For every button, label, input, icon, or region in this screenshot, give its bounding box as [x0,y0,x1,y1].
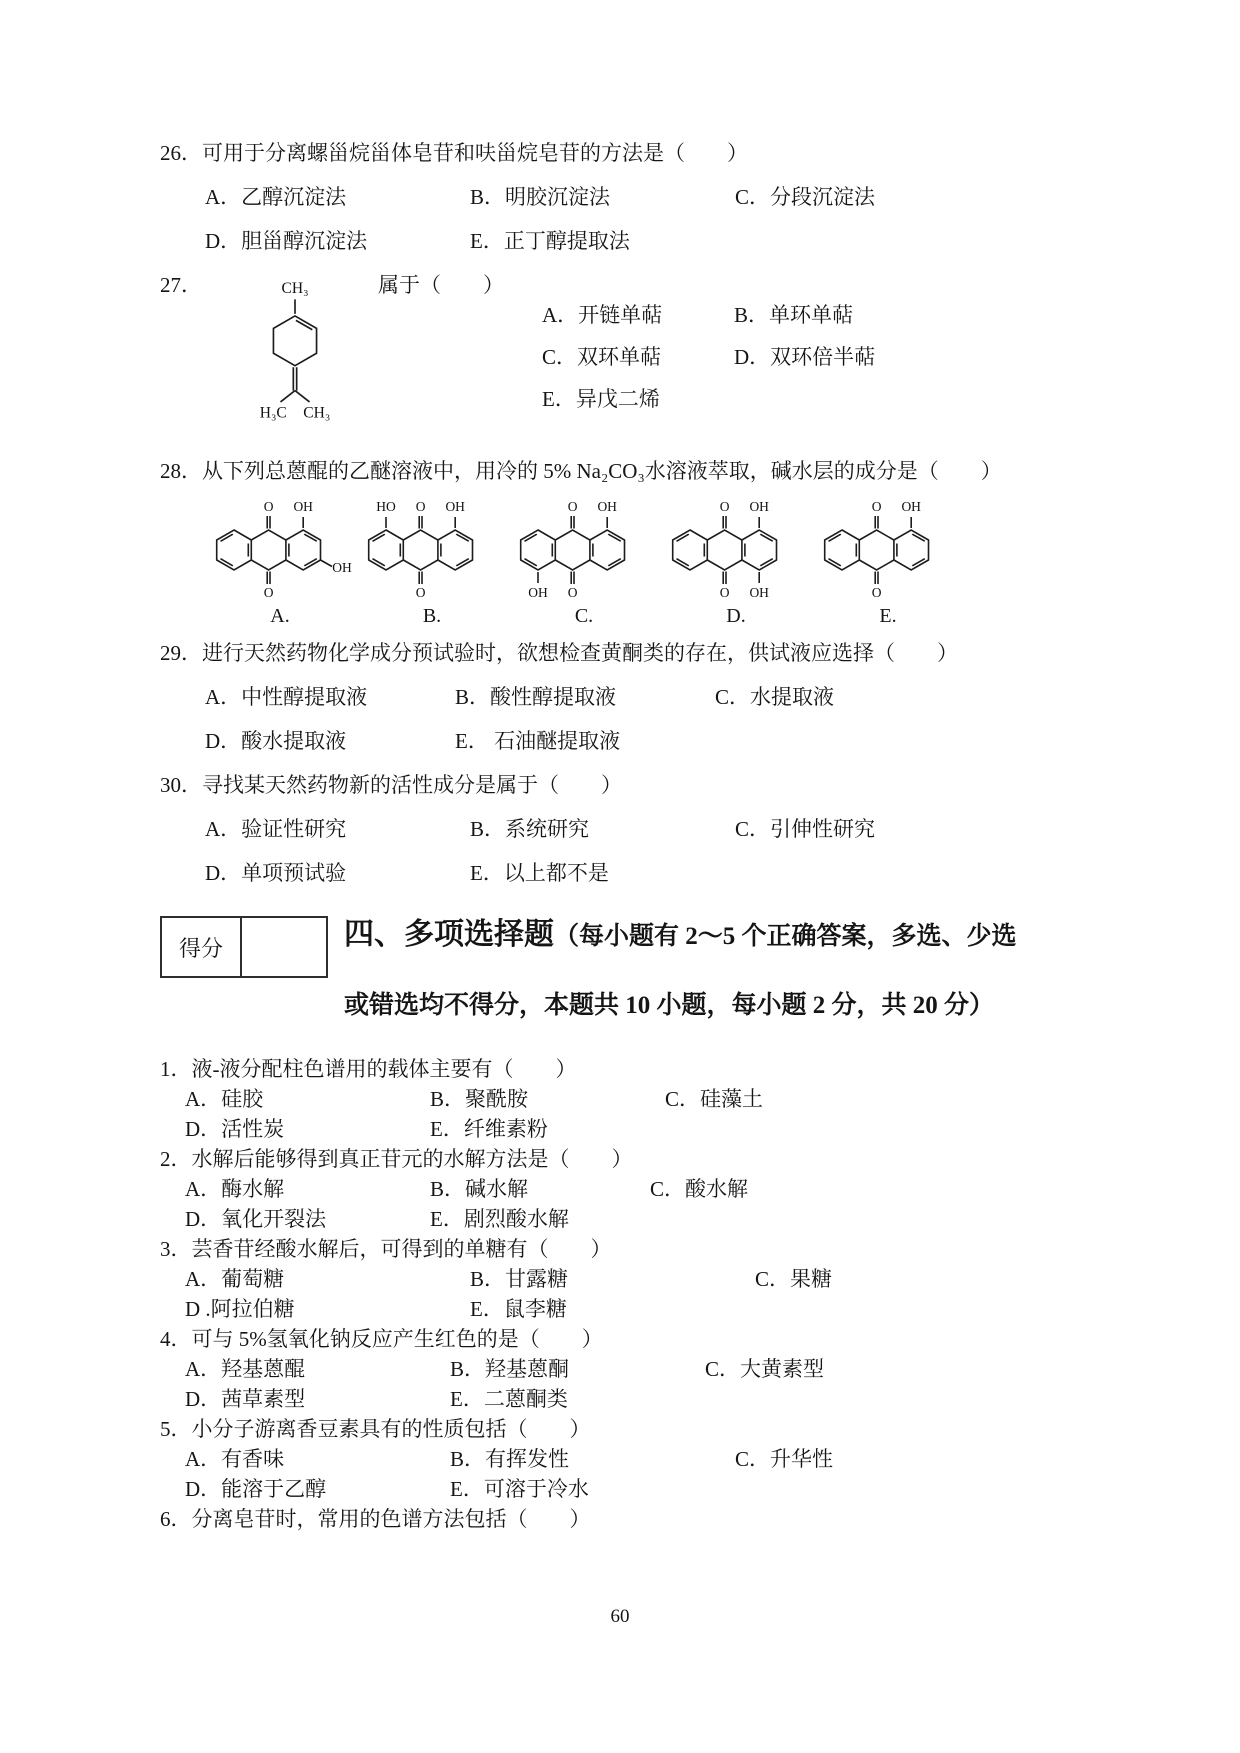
anthraquinone-structure-a [204,490,356,628]
option: D．活性炭 [185,1117,285,1141]
o-label: O [415,585,426,600]
option: E．二蒽酮类 [450,1387,568,1411]
option: C．引伸性研究 [735,817,876,841]
score-box [160,916,328,978]
options-row [160,1264,1130,1294]
options-row [160,1474,1130,1504]
question-stem: 6．分离皂苷时，常用的色谱方法包括（ ） [160,1507,591,1531]
figure-letter: C. [574,605,594,627]
question-stem: 4．可与 5%氢氧化钠反应产生红色的是（ ） [160,1327,603,1351]
oh-label: OH [528,585,548,600]
option: B．有挥发性 [450,1447,570,1471]
options-row [160,1114,1130,1144]
option: E．正丁醇提取法 [470,229,630,253]
o-label: O [719,499,730,514]
question-s4-5 [160,1414,1130,1504]
options-row [160,1444,1130,1474]
oh-label: OH [293,499,313,514]
option: A．酶水解 [185,1177,285,1201]
question-27-number: 27． [160,273,202,297]
options-row [160,1204,1130,1234]
o-label: O [263,585,274,600]
figure-letter: A. [270,605,290,627]
anthraquinone-structure-b [356,490,508,628]
option: C．升华性 [735,1447,834,1471]
option: E．可溶于冷水 [450,1477,589,1501]
question-stem: 2．水解后能够得到真正苷元的水解方法是（ ） [160,1147,633,1171]
option: C．双环单萜 [542,345,662,369]
question-stem: 5．小分子游离香豆素具有的性质包括（ ） [160,1417,591,1441]
oh-label: OH [445,499,465,514]
bond-lines [273,299,316,402]
option: D．茜草素型 [185,1387,306,1411]
option: A．乙醇沉淀法 [205,185,347,209]
option: C．果糖 [755,1267,833,1291]
option: B．羟基蒽酮 [450,1357,570,1381]
option: B．甘露糖 [470,1267,569,1291]
option: D．氧化开裂法 [185,1207,327,1231]
options-row [160,1354,1130,1384]
structure-d-drawing [660,490,810,602]
option: D．双环倍半萜 [734,345,876,369]
bond-lines [825,516,929,584]
option: A．开链单萜 [542,303,663,327]
option: E．以上都不是 [470,861,609,885]
figure-letter: D. [726,605,746,627]
question-26 [160,138,1130,256]
option: D .阿拉伯糖 [185,1297,295,1321]
o-label: O [719,585,730,600]
anthraquinone-structure-e [812,490,964,628]
o-label: O [263,499,274,514]
page-number: 60 [610,1606,630,1627]
question-s4-4 [160,1324,1130,1414]
o-label: O [415,499,426,514]
question-30 [160,770,1130,888]
section-4-questions [160,1054,1130,1534]
bond-lines [521,516,625,584]
o-label: O [567,499,578,514]
question-29-options-row1 [160,682,1130,712]
question-30-options-row1 [160,814,1130,844]
methyl-label: CH₃ [303,404,331,422]
option: B．单环单萜 [734,303,854,327]
option: A．中性醇提取液 [205,685,368,709]
question-26-options-row1 [160,182,1130,212]
question-28 [160,456,1130,628]
bond-lines [369,516,473,584]
question-28-figures [204,490,1130,628]
option: B．系统研究 [470,817,590,841]
question-29-stem: 29．进行天然药物化学成分预试验时，欲想检查黄酮类的存在，供试液应选择（ ） [160,641,958,665]
oh-label: OH [901,499,921,514]
option: A．羟基蒽醌 [185,1357,306,1381]
structure-b-drawing [356,490,506,602]
structure-a-drawing [204,490,354,602]
figure-letter: E. [879,605,897,627]
question-stem: 1．液-液分配柱色谱用的载体主要有（ ） [160,1057,577,1081]
option: C．大黄素型 [705,1357,825,1381]
oh-label: OH [749,585,769,600]
oh-label: OH [749,499,769,514]
option: A．葡萄糖 [185,1267,285,1291]
question-26-stem: 26．可用于分离螺甾烷甾体皂苷和呋甾烷皂苷的方法是（ ） [160,141,748,165]
question-28-stem: 28．从下列总蒽醌的乙醚溶液中，用冷的 5% Na₂CO₃水溶液萃取，碱水层的成分是（ ） [160,459,1002,483]
section-4-header [160,902,1130,1042]
o-label: O [567,585,578,600]
methyl-label: CH₃ [281,280,309,298]
option: C．酸水解 [650,1177,749,1201]
option: B．酸性醇提取液 [455,685,617,709]
question-27-options [542,300,944,414]
anthraquinone-structure-d [660,490,812,628]
bond-lines [217,516,332,584]
option: C．水提取液 [715,685,835,709]
question-26-options-row2 [160,226,1130,256]
option: A．验证性研究 [205,817,347,841]
option: A．硅胶 [185,1087,264,1111]
option: E．异戊二烯 [542,387,660,411]
score-label: 得分 [162,918,242,976]
section-4-title [344,902,1017,1042]
ho-label: HO [376,499,396,514]
bond-lines [673,516,777,584]
options-row [160,1084,1130,1114]
figure-letter: B. [422,605,442,627]
anthraquinone-structure-c [508,490,660,628]
option: B．聚酰胺 [430,1087,529,1111]
question-s4-6 [160,1504,1130,1534]
option: B．明胶沉淀法 [470,185,611,209]
question-stem: 3．芸香苷经酸水解后，可得到的单糖有（ ） [160,1237,612,1261]
option: C．硅藻土 [665,1087,764,1111]
option: D．酸水提取液 [205,729,347,753]
structure-c-drawing [508,490,658,602]
methyl-label: H₃C [259,404,287,422]
option: D．胆甾醇沉淀法 [205,229,368,253]
terpinolene-structure [238,262,352,430]
option: B．碱水解 [430,1177,529,1201]
option: E．剧烈酸水解 [430,1207,569,1231]
option: D．能溶于乙醇 [185,1477,327,1501]
option: A．有香味 [185,1447,285,1471]
o-label: O [871,585,882,600]
question-30-options-row2 [160,858,1130,888]
section-4-title-main: 四、多项选择题 [344,918,554,951]
question-27 [160,270,1130,430]
oh-label: OH [332,560,352,575]
question-s4-3 [160,1234,1130,1324]
score-value-cell [242,918,326,976]
option: E．纤维素粉 [430,1117,548,1141]
question-s4-1 [160,1054,1130,1144]
question-s4-2 [160,1144,1130,1234]
section-4-title-note: （每小题有 2～5 个正确答案，多选、少选 [554,923,1017,950]
option: C．分段沉淀法 [735,185,876,209]
option: E．鼠李糖 [470,1297,567,1321]
options-row [160,1294,1130,1324]
structure-e-drawing [812,490,962,602]
options-row [160,1384,1130,1414]
question-29-options-row2 [160,726,1130,756]
section-4-title-note-line2: 或错选均不得分，本题共 10 小题，每小题 2 分，共 20 分） [344,992,995,1019]
o-label: O [871,499,882,514]
oh-label: OH [597,499,617,514]
option: D．单项预试验 [205,861,347,885]
question-27-stem: 属于（ ） [378,273,504,297]
options-row [160,1174,1130,1204]
option: E． 石油醚提取液 [455,729,621,753]
question-29 [160,638,1130,756]
question-30-stem: 30．寻找某天然药物新的活性成分是属于（ ） [160,773,622,797]
